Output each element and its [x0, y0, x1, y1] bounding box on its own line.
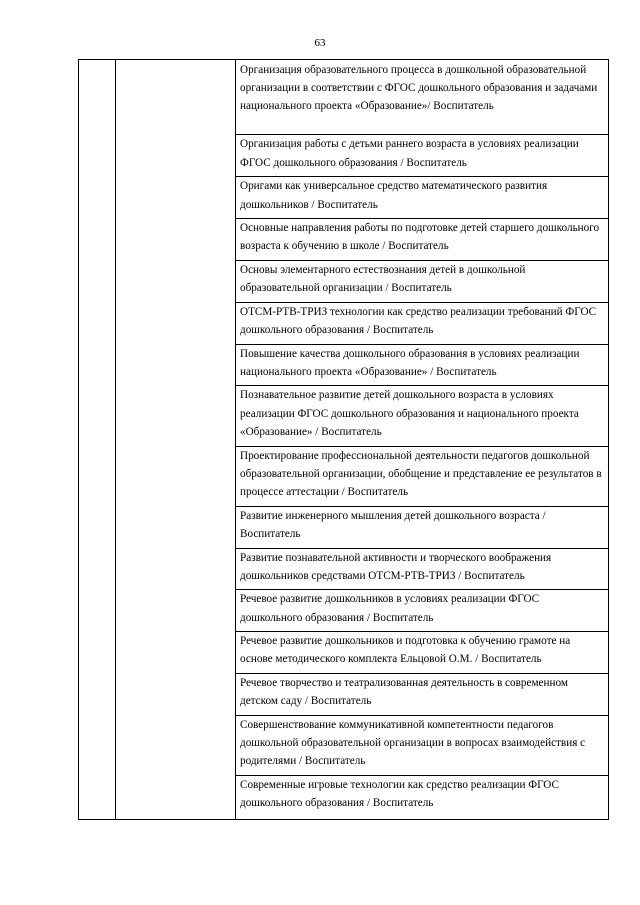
course-table — [78, 59, 609, 820]
number-column-cell — [79, 60, 116, 820]
course-title: Развитие инженерного мышления детей дошкольного возраста / Воспитатель — [240, 509, 546, 540]
course-title: Повышение качества дошкольного образования в условиях реализации национального проекта «Образование» / Воспитатель — [240, 347, 580, 378]
course-cell — [236, 715, 609, 775]
course-cell — [236, 775, 609, 819]
course-title: Речевое развитие дошкольников и подготовка к обучению грамоте на основе методического комплекта Ельцовой О.М. / Воспитатель — [240, 635, 571, 666]
course-title: Основы элементарного естествознания детей в дошкольной образовательной организации / Воспитатель — [240, 263, 526, 295]
course-title: Современные игровые технологии как средство реализации ФГОС дошкольного образования / Воспитатель — [240, 778, 559, 810]
course-title: Речевое развитие дошкольников в условиях реализации ФГОС дошкольного образования / Воспитатель — [240, 593, 540, 624]
course-cell — [236, 548, 609, 590]
course-cell — [236, 344, 609, 386]
table-row — [79, 60, 609, 135]
course-title: Организация образовательного процесса в дошкольной образовательной организации в соответствии с ФГОС дошкольного образования и задачами национального проекта «Образование»/ Воспитатель — [240, 64, 598, 113]
category-column-cell — [116, 60, 236, 820]
course-cell — [236, 302, 609, 344]
course-title: Речевое творчество и театрализованная деятельность в современном детском саду / Воспитатель — [240, 676, 568, 708]
course-cell — [236, 386, 609, 446]
course-title: Познавательное развитие детей дошкольного возраста в условиях реализации ФГОС дошкольного образования и национального проекта «Образование» / Воспитатель — [240, 389, 579, 438]
page-number: 63 — [314, 37, 326, 49]
course-cell — [236, 177, 609, 219]
course-title: Совершенствование коммуникативной компетентности педагогов дошкольной образовательной организации в вопросах взаимодействия с родителями / Воспитатель — [240, 718, 586, 768]
course-title: Проектирование профессиональной деятельности педагогов дошкольной образовательной организации, обобщение и представление ее результатов в процессе аттестации / Воспитатель — [240, 449, 602, 498]
course-cell — [236, 632, 609, 674]
course-title: Основные направления работы по подготовке детей старшего дошкольного возраста к обучению в школе / Воспитатель — [240, 222, 600, 253]
course-cell — [236, 446, 609, 506]
course-title: Организация работы с детьми раннего возраста в условиях реализации ФГОС дошкольного образования / Воспитатель — [240, 138, 579, 169]
course-cell — [236, 260, 609, 302]
course-cell — [236, 506, 609, 548]
course-cell — [236, 673, 609, 715]
course-cell — [236, 219, 609, 261]
course-title: Оригами как универсальное средство математического развития дошкольников / Воспитатель — [240, 180, 548, 211]
course-title: ОТСМ-РТВ-ТРИЗ технологии как средство реализации требований ФГОС дошкольного образования / Воспитатель — [240, 305, 597, 336]
course-cell — [236, 135, 609, 177]
course-title: Развитие познавательной активности и творческого воображения дошкольников средствами ОТСМ-РТВ-ТРИЗ / Воспитатель — [240, 551, 552, 582]
course-cell — [236, 590, 609, 632]
course-cell — [236, 60, 609, 135]
